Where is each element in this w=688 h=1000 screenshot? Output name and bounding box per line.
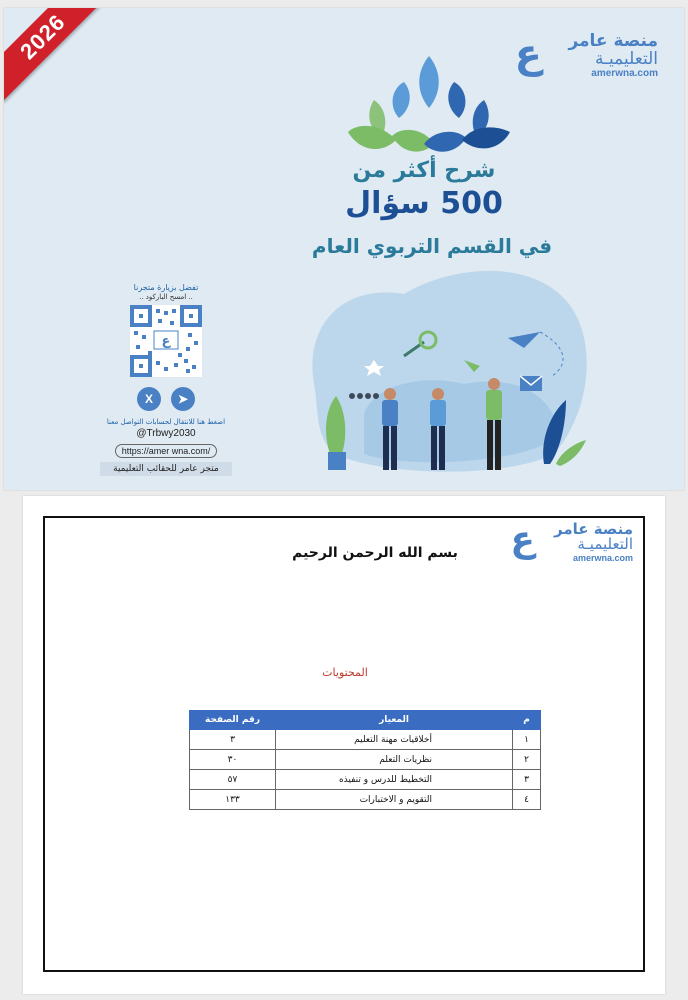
social-links [100,387,232,411]
store-visit-caption: تفضل بزيارة متجرنا [133,283,199,292]
contents-page [23,496,665,994]
store-name: متجر عامر للحقائب التعليمية [100,462,232,476]
table-row [190,730,541,750]
row-criterion: أخلاقيات مهنة التعليم [276,730,513,750]
row-num: ٤ [513,790,541,810]
basmala-heading: بسم الله الرحمن الرحيم [292,545,458,561]
svg-text:ع: ع [161,334,171,349]
contents-table [189,710,541,810]
row-num: ٢ [513,750,541,770]
logo-mark-icon: ع [514,31,542,77]
store-url[interactable]: https://amer wna.com/ [115,444,218,458]
cover-title-line3: في القسم التربوي العام [311,234,553,258]
cover-title-line2: 500 سؤال [345,186,503,221]
row-criterion: التخطيط للدرس و تنفيذه [276,770,513,790]
team-illustration-icon [304,264,594,474]
row-page: ١٣٣ [190,790,276,810]
logo-line2: التعليميـة [577,535,633,553]
row-page: ٣٠ [190,750,276,770]
year-ribbon: 2026 [4,8,108,102]
col-num-header: م [513,711,541,730]
row-criterion: نظريات التعلم [276,750,513,770]
leaves-logo-icon [344,52,514,162]
x-icon[interactable]: X [137,387,161,411]
qr-code[interactable] [130,305,202,377]
social-caption: اضغط هنا للانتقال لحسابات التواصل معنا [106,418,226,426]
table-header-row [190,711,541,730]
logo-line2: التعليميـة [594,49,658,69]
table-row [190,790,541,810]
cover-page [4,8,684,490]
logo-domain: amerwna.com [591,68,658,79]
row-num: ١ [513,730,541,750]
col-page-header: رقم الصفحة [190,711,276,730]
cover-title-line1: شرح أكثر من [352,158,496,183]
telegram-icon[interactable]: ➤ [171,387,195,411]
social-handle[interactable]: @Trbwy2030 [136,428,196,439]
row-page: ٥٧ [190,770,276,790]
toc-title: المحتويات [322,666,368,679]
logo-line1: منصة عامر [568,31,658,51]
table-row [190,750,541,770]
row-criterion: التقويم و الاختبارات [276,790,513,810]
logo-domain: amerwna.com [572,553,633,563]
row-num: ٣ [513,770,541,790]
page-border [43,516,645,972]
logo-mark-icon: ع [510,519,535,560]
brand-logo [514,31,658,80]
row-page: ٣ [190,730,276,750]
logo-line1: منصة عامر [553,520,633,538]
scan-caption: .. امسح الباركود .. [139,293,193,301]
table-row [190,770,541,790]
col-criterion-header: المعيار [276,711,513,730]
qr-section [100,283,232,476]
qr-code-icon [130,305,202,377]
